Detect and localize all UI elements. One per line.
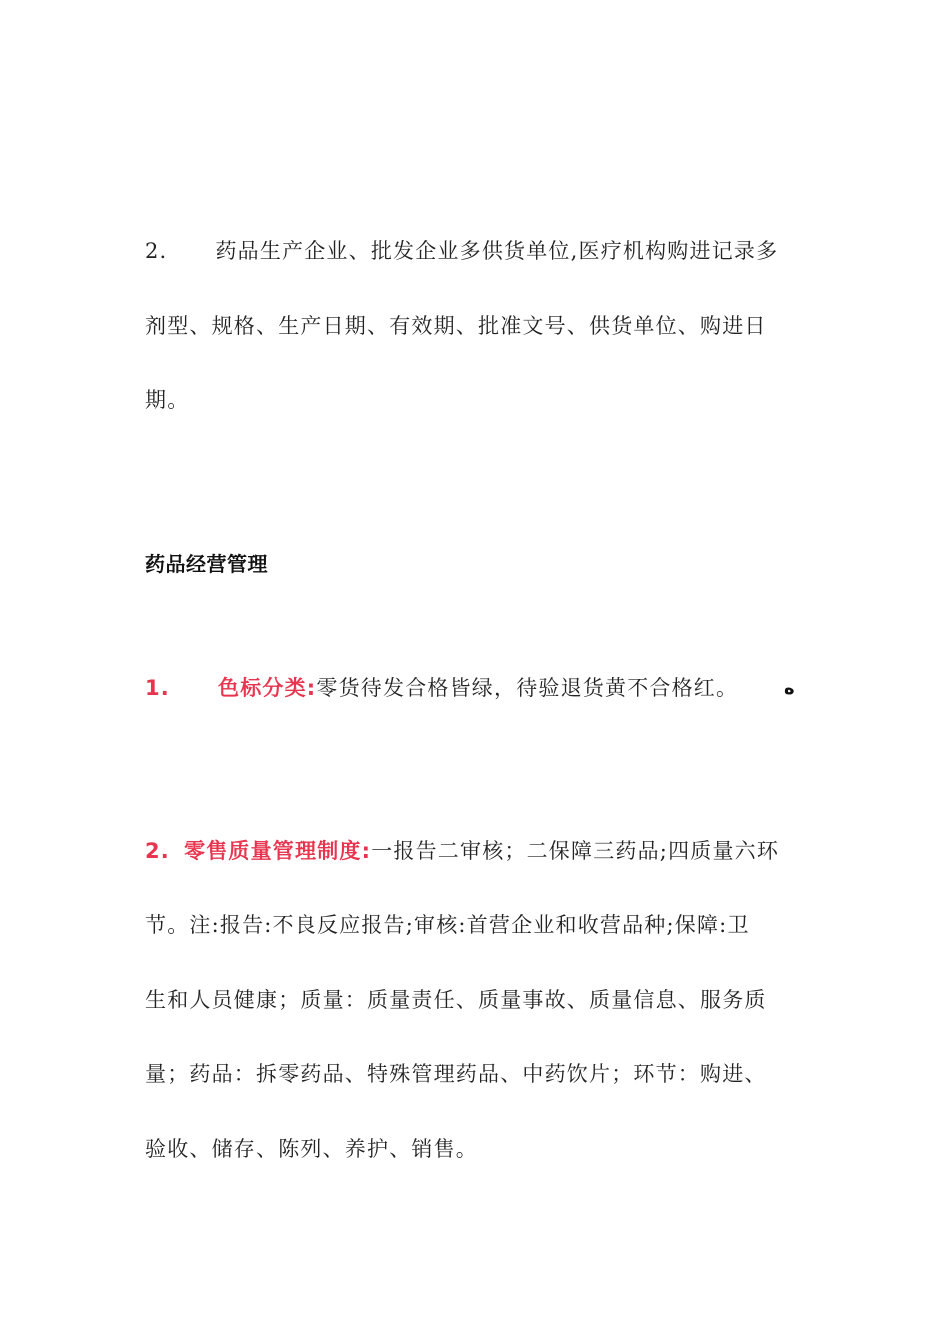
section1-number: 2.	[145, 239, 168, 263]
item2-text-1: 一报告二审核；二保障三药品;四质量六环	[371, 839, 780, 863]
item2-line4: 量；药品：拆零药品、特殊管理药品、中药饮片；环节：购进、	[145, 1062, 767, 1086]
section1-line3: 期。	[145, 388, 190, 412]
item2-line3: 生和人员健康；质量：质量责任、质量事故、质量信息、服务质	[145, 988, 767, 1012]
item2-line5: 验收、储存、陈列、养护、销售。	[145, 1137, 478, 1161]
item2-line1	[145, 836, 779, 866]
item1-mark: ه	[784, 678, 795, 699]
item2-label: 零售质量管理制度:	[184, 839, 372, 863]
section-heading: 药品经营管理	[145, 552, 268, 576]
section1-line1	[145, 236, 778, 266]
item1-text: 零货待发合格皆绿，待验退货黄不合格红。	[316, 676, 739, 700]
item1-label: 色标分类:	[218, 676, 317, 700]
item1-number: 1.	[145, 676, 170, 700]
section1-line2: 剂型、规格、生产日期、有效期、批准文号、供货单位、购进日	[145, 314, 767, 338]
item2-line2: 节。注:报告:不良反应报告;审核:首营企业和收营品种;保障:卫	[145, 913, 750, 937]
item1-line	[145, 673, 738, 703]
section1-text-1: 药品生产企业、批发企业多供货单位,医疗机构购进记录多	[215, 239, 779, 263]
item2-number: 2.	[145, 839, 170, 863]
